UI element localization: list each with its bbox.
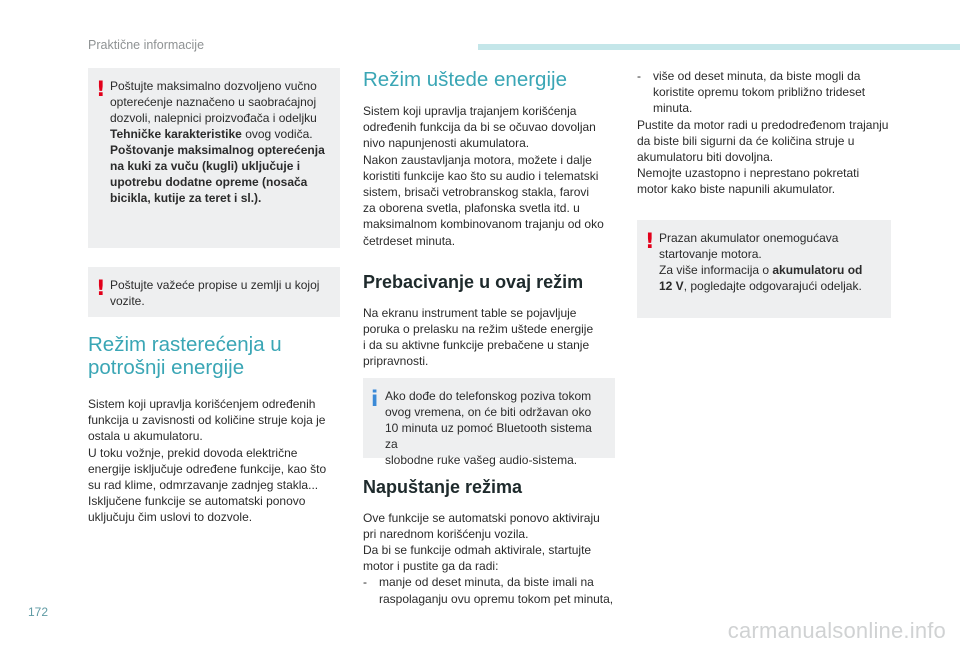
body-line: U toku vožnje, prekid dovoda električne — [88, 445, 298, 460]
header-accent-bar — [478, 44, 960, 50]
subsection-body — [363, 305, 615, 370]
list-item: - više od deset minuta, da biste mogli da koristite opremu tokom približno trideset minuta. — [637, 69, 866, 116]
warning-text-line: dozvoli, nalepnici proizvođača i odeljku — [110, 111, 317, 125]
warning-box-towing-load — [88, 68, 340, 248]
body-line: motor kako biste napunili akumulator. — [637, 182, 836, 197]
body-line: Sistem koji upravlja trajanjem korišćenja — [363, 104, 577, 118]
body-line: Na ekranu instrument table se pojavljuje — [363, 305, 577, 320]
warning-text-fragment: ovog vodiča. — [241, 127, 313, 141]
body-line: sistem, brisači vetrobranskog stakla, farovi — [363, 185, 590, 200]
body-line: za oborena svetla, plafonska svetla itd. u — [363, 201, 580, 216]
body-line: pri narednom korišćenju vozila. — [363, 526, 529, 541]
warning-text-line: Poštujte maksimalno dozvoljeno vučno — [110, 79, 317, 93]
body-line: Pustite da motor radi u predodređenom trajanju — [637, 117, 889, 132]
warning-text-line: startovanje motora. — [659, 246, 762, 261]
body-line: akumulatoru biti dovoljna. — [637, 150, 774, 165]
body-line: poruka o prelasku na režim uštede energije — [363, 322, 594, 337]
subsection-body — [363, 510, 615, 607]
warning-bold-line: Poštovanje maksimalnog opterećenja — [110, 143, 325, 157]
warning-text-line: Poštujte važeće propise u zemlji u kojoj — [110, 278, 320, 292]
body-line: ostala u akumulatoru. — [88, 429, 203, 444]
body-line: četrdeset minuta. — [363, 233, 456, 248]
column-2 — [363, 68, 615, 607]
info-box-phone-call — [363, 378, 615, 467]
warning-bold-line: upotrebu dodatne opreme (nosača — [110, 175, 308, 189]
warning-box-flat-battery — [637, 220, 891, 318]
cross-reference: akumulatoru od — [772, 262, 863, 277]
info-i-icon: i — [371, 386, 379, 411]
section-title: Režim rasterećenja u potrošnji energije — [88, 333, 282, 379]
watermark: carmanualsonline.info — [727, 618, 946, 643]
page-number: 172 — [28, 605, 49, 619]
cross-reference: 12 V — [659, 278, 684, 293]
dash-bullet: - — [363, 575, 367, 590]
section-body — [88, 396, 340, 526]
body-line: funkcija u zavisnosti od količine struje koja je — [88, 413, 326, 428]
section-body — [363, 103, 615, 249]
warning-icon: ! — [645, 228, 655, 253]
subsection-title-switching: Prebacivanje u ovaj režim — [363, 271, 584, 292]
warning-text-line: vozite. — [110, 294, 145, 308]
body-line: određenih funkcija da bi se očuvao dovoljan — [363, 120, 596, 135]
section-load-shedding — [88, 333, 340, 526]
body-line: Nakon zaustavljanja motora, možete i dalje — [363, 152, 592, 167]
body-line: motor i pustite ga da radi: — [363, 559, 499, 574]
warning-text-line — [110, 126, 330, 142]
info-text-line: 10 minuta uz pomoć Bluetooth sistema za — [385, 420, 592, 451]
cross-reference: Tehničke karakteristike — [110, 127, 242, 141]
warning-text-line: Prazan akumulator onemogućava — [659, 230, 839, 245]
info-text-line: ovog vremena, on će biti održavan oko — [385, 404, 592, 419]
body-line: energije isključuje određene funkcije, kao što — [88, 461, 327, 476]
section-title-energy-saving: Režim uštede energije — [363, 68, 567, 91]
warning-text-line: Za više informacija o akumulatoru od — [659, 262, 863, 277]
warning-text-line: 12 V, pogledajte odgovarajući odeljak. — [659, 278, 862, 293]
list-item: - manje od deset minuta, da biste imali na raspolaganju ovu opremu tokom pet minuta, — [363, 575, 614, 606]
body-line: koristiti funkcije kao što su audio i telematski — [363, 168, 599, 183]
warning-bold-line: bicikla, kutije za teret i sl.). — [110, 191, 262, 205]
warning-text-line: opterećenje naznačeno u saobraćajnoj — [110, 95, 317, 109]
body-line: Isključene funkcije se automatski ponovo — [88, 494, 306, 509]
body-line: su rad klime, odmrzavanje zadnjeg stakla... — [88, 478, 319, 493]
subsection-title-exiting: Napuštanje režima — [363, 476, 523, 497]
body-line: Ove funkcije se automatski ponovo aktiviraju — [363, 510, 600, 525]
body-line: maksimalnom kombinovanom trajanju od oko — [363, 217, 604, 232]
warning-bold-line: na kuki za vuču (kugli) uključuje i — [110, 159, 301, 173]
dash-bullet: - — [637, 69, 641, 83]
body-line: uključuju čim uslovi to dozvole. — [88, 510, 253, 525]
body-line: nivo napunjenosti akumulatora. — [363, 136, 530, 151]
body-line: pripravnosti. — [363, 354, 429, 369]
running-header: Praktične informacije — [88, 38, 205, 52]
info-text-line: Ako dođe do telefonskog poziva tokom — [385, 388, 592, 403]
warning-icon: ! — [96, 276, 106, 300]
column-1 — [88, 68, 340, 526]
body-line: i da su aktivne funkcije prebačene u stanje — [363, 338, 590, 353]
info-text-line: slobodne ruke vašeg audio-sistema. — [385, 452, 578, 467]
column-3 — [637, 68, 891, 318]
body-line: Nemojte uzastopno i neprestano pokretati — [637, 166, 860, 181]
warning-icon: ! — [96, 77, 106, 101]
warning-box-local-laws — [88, 267, 340, 317]
body-line: Da bi se funkcije odmah aktivirale, startujte — [363, 543, 592, 558]
body-line: da biste bili sigurni da će količina struje u — [637, 133, 855, 148]
body-line: Sistem koji upravlja korišćenjem određenih — [88, 397, 316, 411]
